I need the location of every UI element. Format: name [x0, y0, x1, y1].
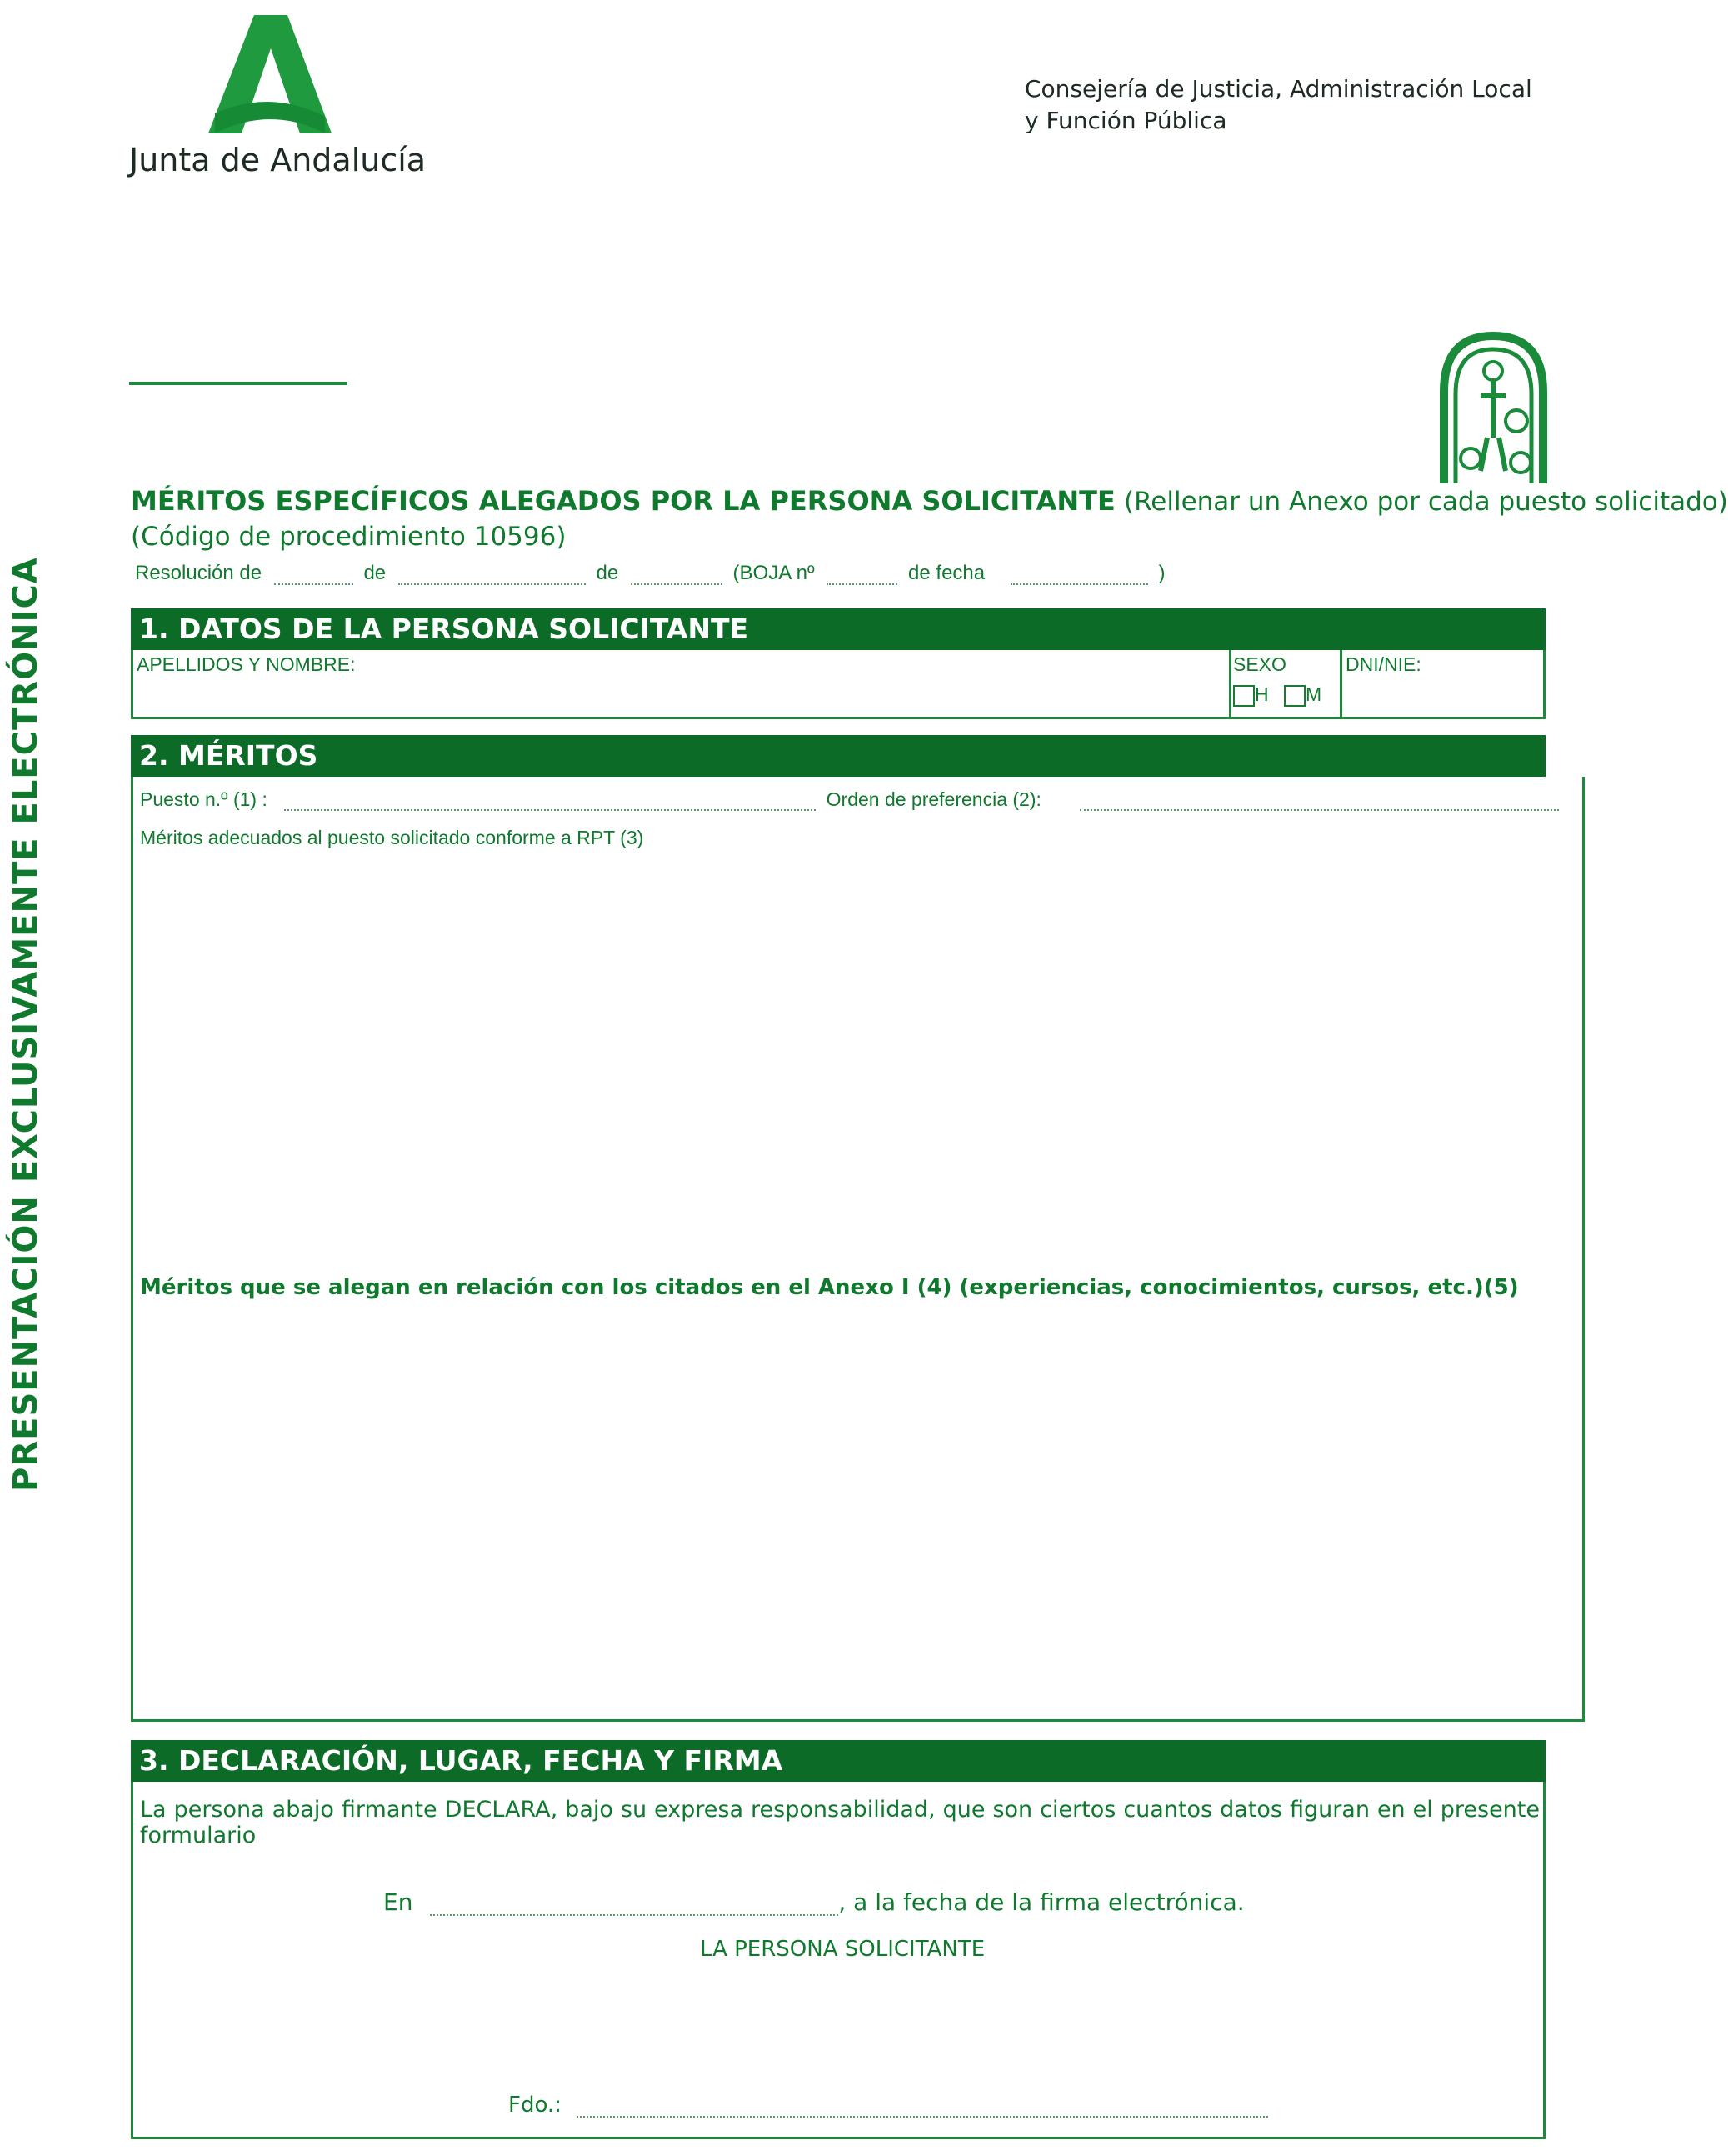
procedure-code: (Código de procedimiento 10596) — [131, 522, 567, 552]
junta-logo-icon — [200, 15, 342, 136]
sexo-h-checkbox[interactable] — [1233, 685, 1255, 707]
resolution-month-field[interactable] — [631, 563, 722, 585]
resolution-line: Resolución de de de (BOJA nº de fecha ) — [135, 562, 1166, 584]
orden-field[interactable] — [1080, 789, 1559, 811]
boja-number-field[interactable] — [827, 563, 897, 585]
place-field[interactable] — [430, 1891, 838, 1916]
logo-text: Junta de Andalucía — [129, 142, 427, 178]
sexo-divider — [1229, 650, 1231, 717]
meritos-anexo-field[interactable] — [140, 1310, 1573, 1710]
resolution-day-field[interactable] — [398, 563, 586, 585]
meritos-anexo-label: Méritos que se alegan en relación con los citados en el Anexo I (4) (experiencias, conocimientos, cursos, etc.)(5) — [140, 1275, 1519, 1300]
consejeria-name: Consejería de Justicia, Administración Local y Función Pública — [1025, 75, 1532, 134]
resolution-number-field[interactable] — [274, 563, 353, 585]
sexo-label: SEXO — [1233, 653, 1286, 675]
dni-label: DNI/NIE: — [1346, 653, 1421, 675]
meritos-rpt-field[interactable] — [140, 856, 1573, 1206]
puesto-field[interactable] — [284, 789, 816, 811]
section1-header: 1. DATOS DE LA PERSONA SOLICITANTE — [131, 608, 1546, 650]
persona-label: LA PERSONA SOLICITANTE — [700, 1937, 986, 1962]
sexo-m-checkbox[interactable] — [1284, 685, 1306, 707]
boja-date-field[interactable] — [1011, 563, 1148, 585]
fdo-line: Fdo.: — [508, 2093, 1268, 2118]
coat-of-arms-icon — [1437, 329, 1550, 488]
header-rule — [129, 382, 347, 385]
section3-box — [131, 1782, 1546, 2139]
declaration-text: La persona abajo firmante DECLARA, bajo su expresa responsabilidad, que son ciertos cuantos datos figuran en el presente formulario — [140, 1797, 1540, 1848]
section3-header: 3. DECLARACIÓN, LUGAR, FECHA Y FIRMA — [131, 1740, 1546, 1782]
side-vertical-text: PRESENTACIÓN EXCLUSIVAMENTE ELECTRÓNICA — [7, 557, 45, 1492]
signature-field[interactable] — [577, 2094, 1268, 2118]
section1-box — [131, 650, 1546, 719]
place-line: En , a la fecha de la firma electrónica. — [383, 1888, 1245, 1916]
apellidos-label: APELLIDOS Y NOMBRE: — [137, 653, 356, 675]
meritos-rpt-label: Méritos adecuados al puesto solicitado conforme a RPT (3) — [140, 827, 644, 848]
sexo-options: H M — [1233, 683, 1321, 707]
form-title: MÉRITOS ESPECÍFICOS ALEGADOS POR LA PERSONA SOLICITANTE (Rellenar un Anexo por cada puesto solicitado) — [131, 485, 1728, 517]
section2-header: 2. MÉRITOS — [131, 735, 1546, 777]
dni-field[interactable] — [1342, 650, 1543, 717]
apellidos-field[interactable] — [133, 650, 1229, 717]
section2-box — [131, 777, 1585, 1722]
puesto-line: Puesto n.º (1) : Orden de preferencia (2): — [140, 788, 1559, 811]
